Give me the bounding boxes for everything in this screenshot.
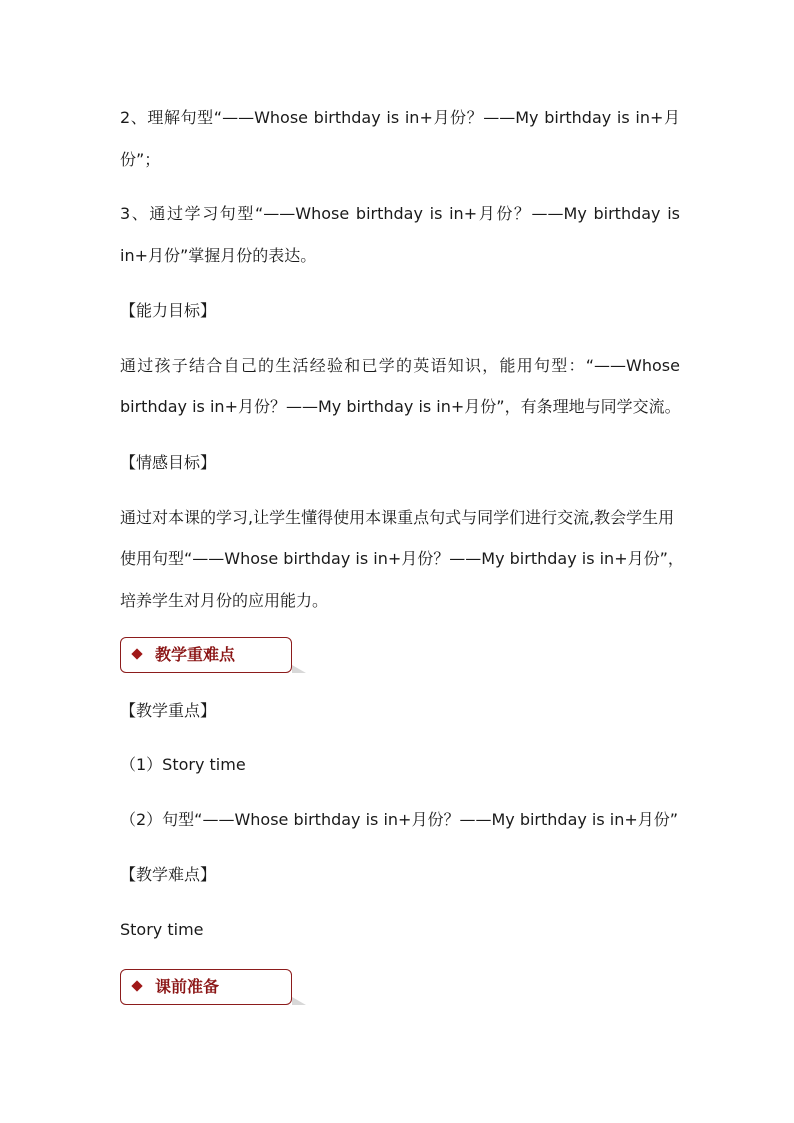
diamond-icon [131, 648, 142, 659]
difficult-points-heading: 【教学难点】 [120, 865, 217, 884]
section-shadow-decoration [292, 997, 306, 1005]
ability-goals-line-2: birthday is in+月份？——My birthday is in+月份”，有条理地与同学交流。 [120, 397, 681, 416]
diamond-icon [131, 980, 142, 991]
emotion-goals-line-2: 使用句型“——Whose birthday is in+月份？——My birthday is in+月份”， [120, 549, 684, 568]
section-header-preparation [120, 969, 292, 1005]
key-points-item-2: （2）句型“——Whose birthday is in+月份？——My birthday is in+月份” [120, 810, 679, 829]
knowledge-goal-item-2-line-1: 2、理解句型“——Whose birthday is in+月份？——My birthday is in+月 [120, 108, 680, 127]
difficult-points-item-1: Story time [120, 920, 204, 939]
section-header-key-points [120, 637, 292, 673]
emotion-goals-line-3: 培养学生对月份的应用能力。 [120, 591, 329, 610]
section-title: 教学重难点 [155, 645, 236, 664]
emotion-goals-heading: 【情感目标】 [120, 453, 217, 472]
ability-goals-heading: 【能力目标】 [120, 301, 217, 320]
key-points-item-1: （1）Story time [120, 755, 246, 774]
ability-goals-line-1: 通过孩子结合自己的生活经验和已学的英语知识，能用句型：“——Whose [120, 356, 680, 375]
section-shadow-decoration [292, 665, 306, 673]
knowledge-goal-item-3-line-2: in+月份”掌握月份的表达。 [120, 246, 317, 265]
knowledge-goal-item-3-line-1: 3、通过学习句型“——Whose birthday is in+月份？——My birthday is [120, 204, 680, 223]
knowledge-goal-item-2-line-2: 份”； [120, 150, 161, 169]
emotion-goals-line-1: 通过对本课的学习,让学生懂得使用本课重点句式与同学们进行交流,教会学生用 [120, 508, 675, 527]
section-title: 课前准备 [155, 977, 220, 996]
key-points-heading: 【教学重点】 [120, 701, 217, 720]
